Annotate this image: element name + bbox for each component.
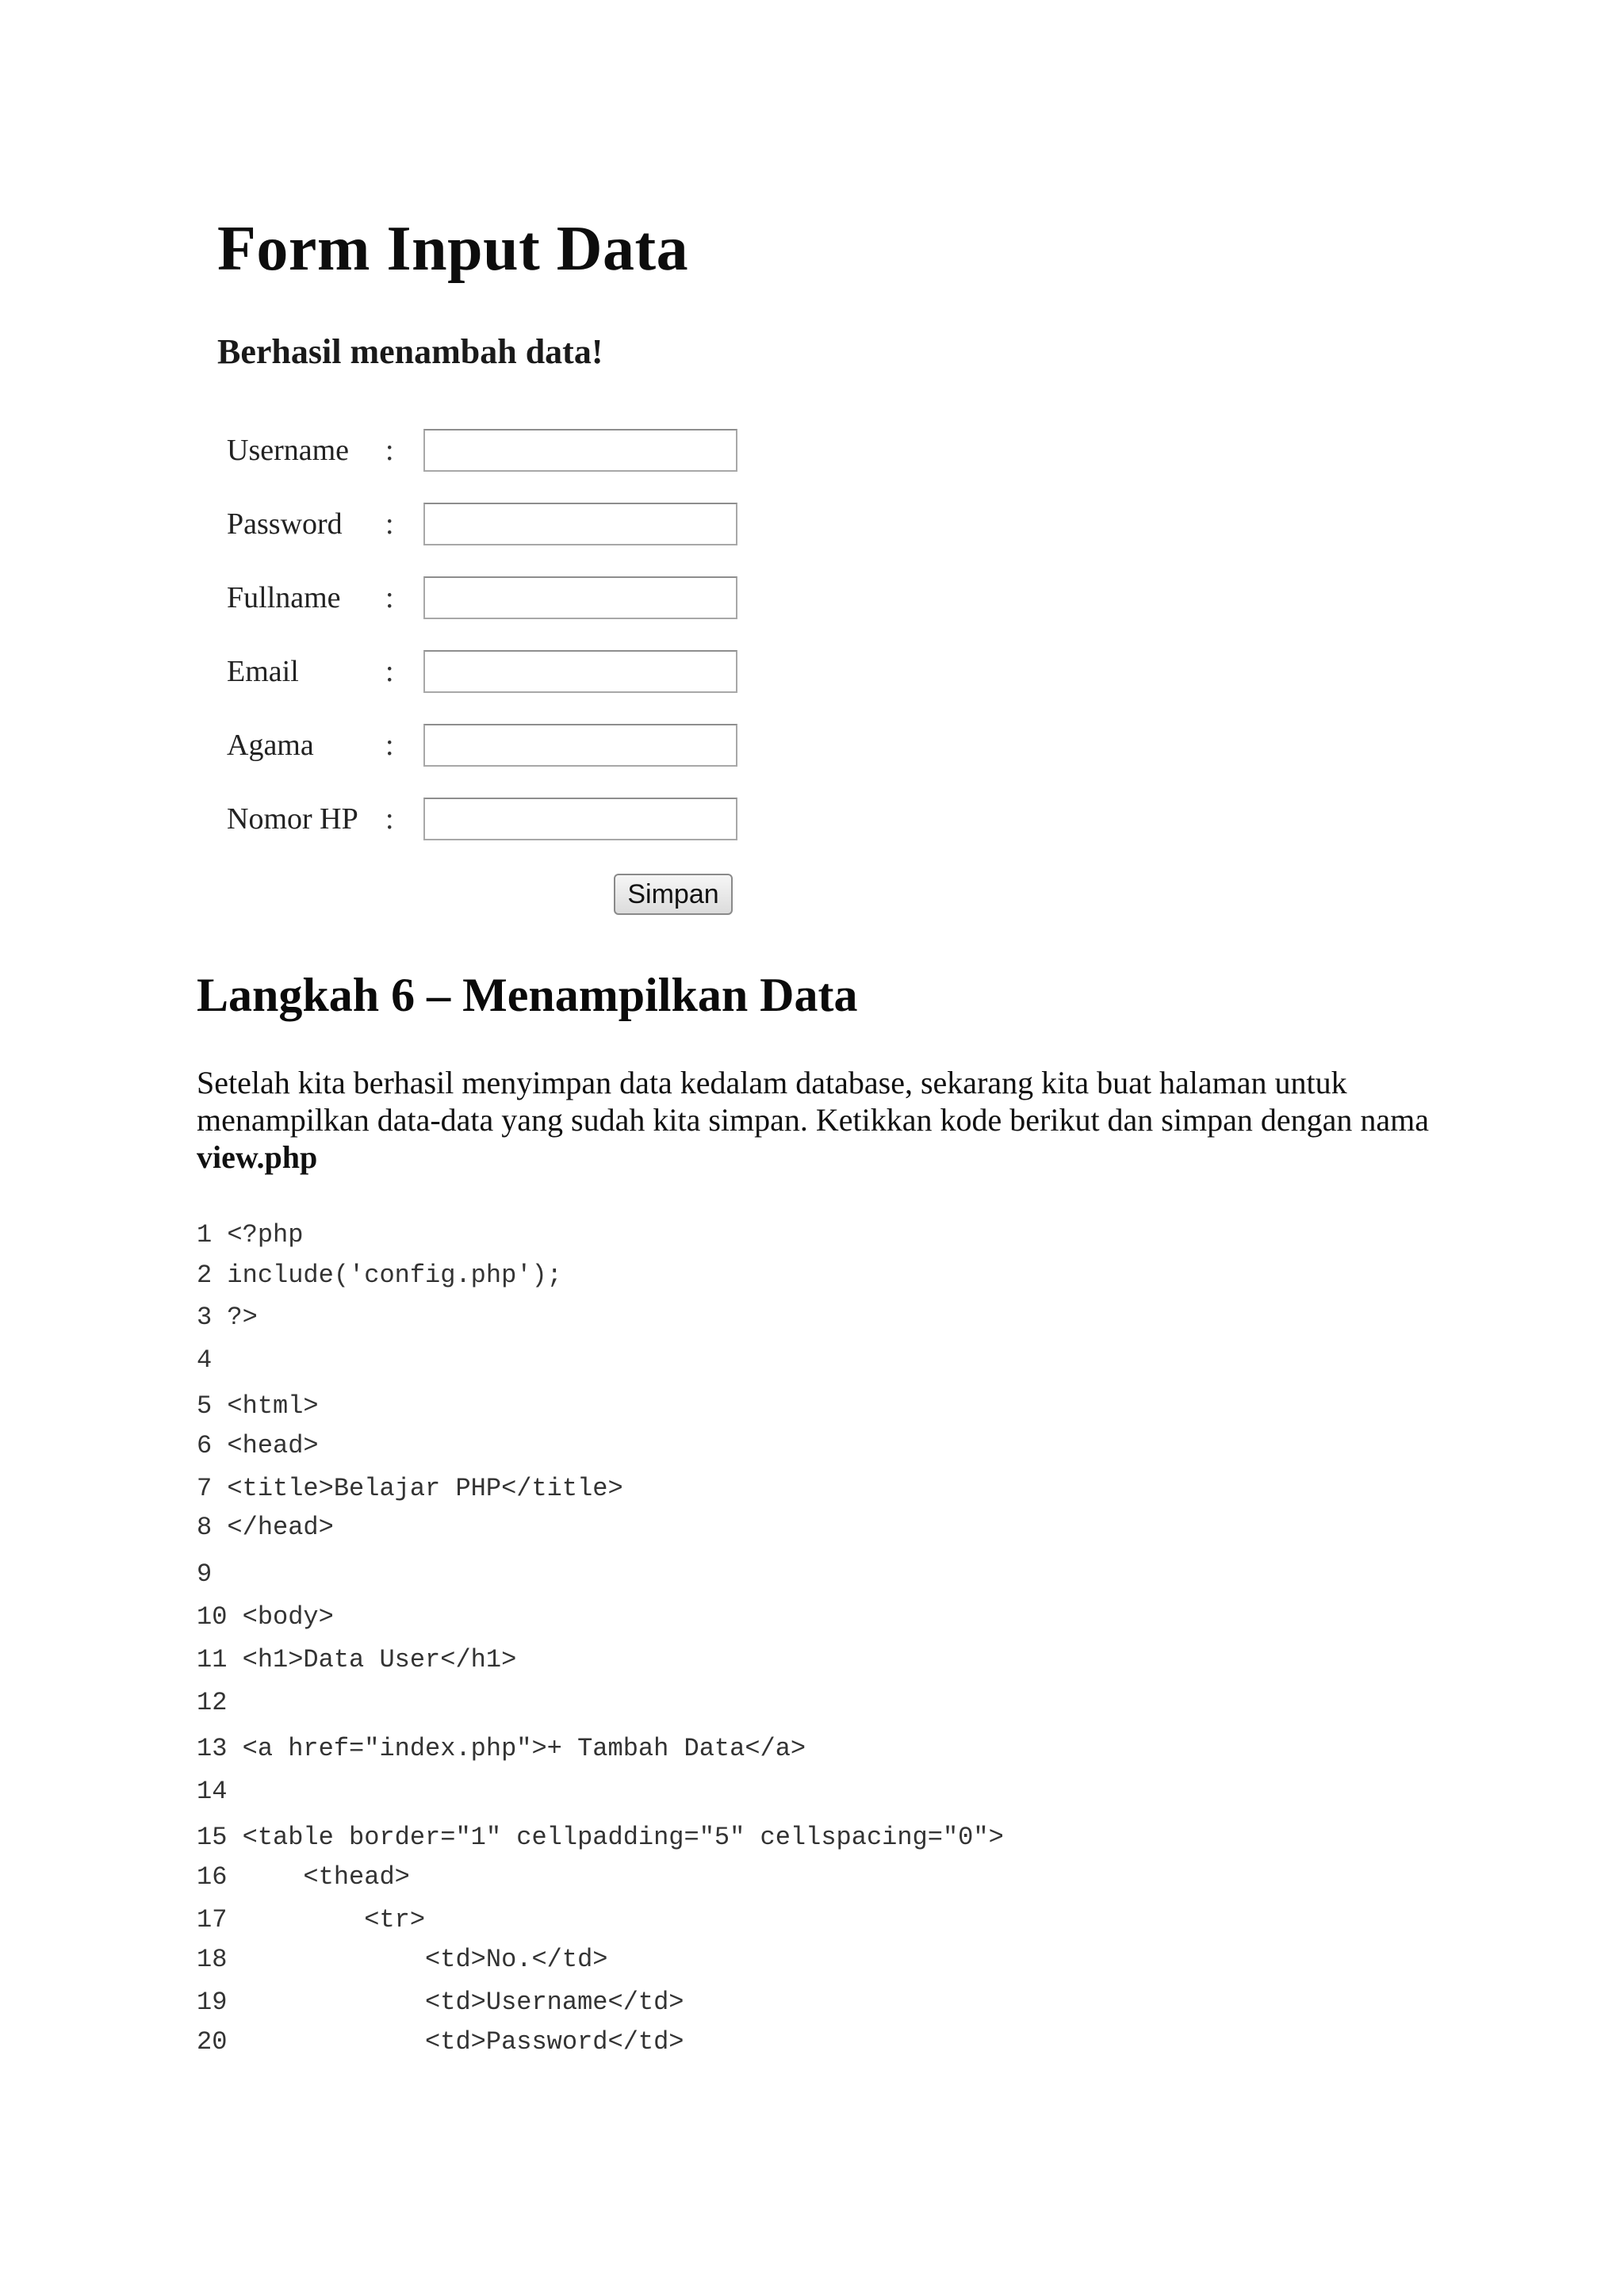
code-text: <thead> bbox=[242, 1862, 410, 1892]
form-row-email bbox=[227, 649, 750, 694]
form-title: Form Input Data bbox=[217, 214, 689, 284]
code-line bbox=[197, 1260, 562, 1292]
filename-bold: view.php bbox=[197, 1139, 318, 1175]
form-row-agama bbox=[227, 723, 750, 767]
code-line bbox=[197, 1391, 319, 1422]
simpan-button[interactable]: Simpan bbox=[614, 874, 733, 915]
form-row-password bbox=[227, 502, 750, 546]
code-line bbox=[197, 1430, 319, 1462]
line-number: 5 bbox=[197, 1391, 213, 1421]
form-row-fullname bbox=[227, 576, 750, 620]
code-text: <table border="1" cellpadding="5" cellspacing="0"> bbox=[242, 1823, 1004, 1852]
line-number: 2 bbox=[197, 1261, 213, 1290]
code-line bbox=[197, 2026, 684, 2058]
field-label: Password bbox=[227, 507, 343, 541]
line-number: 20 bbox=[197, 2027, 228, 2057]
code-line bbox=[197, 1862, 410, 1893]
code-line bbox=[197, 1302, 258, 1334]
paragraph-text: Setelah kita berhasil menyimpan data kedalam database, sekarang kita buat halaman untuk menampilkan data-data yang sudah kita simpan. Ketikkan kode berikut dan simpan dengan nama bbox=[197, 1065, 1429, 1138]
line-number: 6 bbox=[197, 1431, 213, 1460]
code-line bbox=[197, 1219, 303, 1251]
code-text: <td>No.</td> bbox=[242, 1945, 608, 1974]
line-number: 12 bbox=[197, 1688, 228, 1717]
line-number: 15 bbox=[197, 1823, 228, 1852]
agama-input[interactable] bbox=[423, 724, 737, 767]
line-number: 17 bbox=[197, 1905, 228, 1934]
email-input[interactable] bbox=[423, 650, 737, 693]
code-text: <td>Password</td> bbox=[242, 2027, 684, 2057]
field-label: Fullname bbox=[227, 581, 341, 614]
field-colon: : bbox=[385, 655, 394, 688]
section-heading: Langkah 6 – Menampilkan Data bbox=[197, 969, 858, 1021]
code-text: <title>Belajar PHP</title> bbox=[227, 1474, 623, 1503]
field-label: Email bbox=[227, 655, 299, 688]
field-colon: : bbox=[385, 507, 394, 541]
line-number: 4 bbox=[197, 1345, 213, 1375]
code-line bbox=[197, 1345, 227, 1376]
nomor-hp-input[interactable] bbox=[423, 798, 737, 840]
line-number: 14 bbox=[197, 1777, 228, 1806]
field-colon: : bbox=[385, 581, 394, 614]
code-line bbox=[197, 1987, 684, 2019]
line-number: 11 bbox=[197, 1645, 228, 1674]
username-input[interactable] bbox=[423, 429, 737, 472]
code-text: <body> bbox=[242, 1602, 334, 1632]
line-number: 8 bbox=[197, 1513, 213, 1542]
line-number: 9 bbox=[197, 1559, 213, 1589]
code-line bbox=[197, 1687, 243, 1719]
password-input[interactable] bbox=[423, 503, 737, 545]
line-number: 10 bbox=[197, 1602, 228, 1632]
code-line bbox=[197, 1944, 607, 1976]
success-message: Berhasil menambah data! bbox=[217, 332, 603, 371]
code-text: <tr> bbox=[242, 1905, 426, 1934]
code-line bbox=[197, 1473, 623, 1505]
line-number: 1 bbox=[197, 1220, 213, 1249]
code-text: <?php bbox=[227, 1220, 304, 1249]
line-number: 16 bbox=[197, 1862, 228, 1892]
line-number: 19 bbox=[197, 1988, 228, 2017]
line-number: 3 bbox=[197, 1303, 213, 1332]
line-number: 18 bbox=[197, 1945, 228, 1974]
code-text: include('config.php'); bbox=[227, 1261, 562, 1290]
code-text: <head> bbox=[227, 1431, 319, 1460]
line-number: 13 bbox=[197, 1734, 228, 1763]
field-label: Username bbox=[227, 434, 350, 467]
field-label: Nomor HP bbox=[227, 802, 358, 836]
code-text: </head> bbox=[227, 1513, 334, 1542]
line-number: 7 bbox=[197, 1474, 213, 1503]
code-text: <a href="index.php">+ Tambah Data</a> bbox=[242, 1734, 806, 1763]
field-colon: : bbox=[385, 729, 394, 762]
code-text: <td>Username</td> bbox=[242, 1988, 684, 2017]
code-line bbox=[197, 1822, 1004, 1854]
code-line bbox=[197, 1512, 334, 1544]
code-text: <h1>Data User</h1> bbox=[242, 1645, 517, 1674]
code-line bbox=[197, 1733, 806, 1765]
code-text: ?> bbox=[227, 1303, 258, 1332]
code-line bbox=[197, 1776, 243, 1808]
form-screenshot bbox=[208, 198, 763, 928]
field-colon: : bbox=[385, 434, 394, 467]
code-line bbox=[197, 1601, 334, 1633]
form-row-nomor-hp bbox=[227, 797, 750, 841]
fullname-input[interactable] bbox=[423, 576, 737, 619]
code-line bbox=[197, 1904, 425, 1936]
intro-paragraph bbox=[197, 1064, 1434, 1176]
code-line bbox=[197, 1559, 227, 1590]
code-line bbox=[197, 1644, 516, 1676]
field-colon: : bbox=[385, 802, 394, 836]
code-text: <html> bbox=[227, 1391, 319, 1421]
field-label: Agama bbox=[227, 729, 314, 762]
form-row-username bbox=[227, 428, 750, 473]
